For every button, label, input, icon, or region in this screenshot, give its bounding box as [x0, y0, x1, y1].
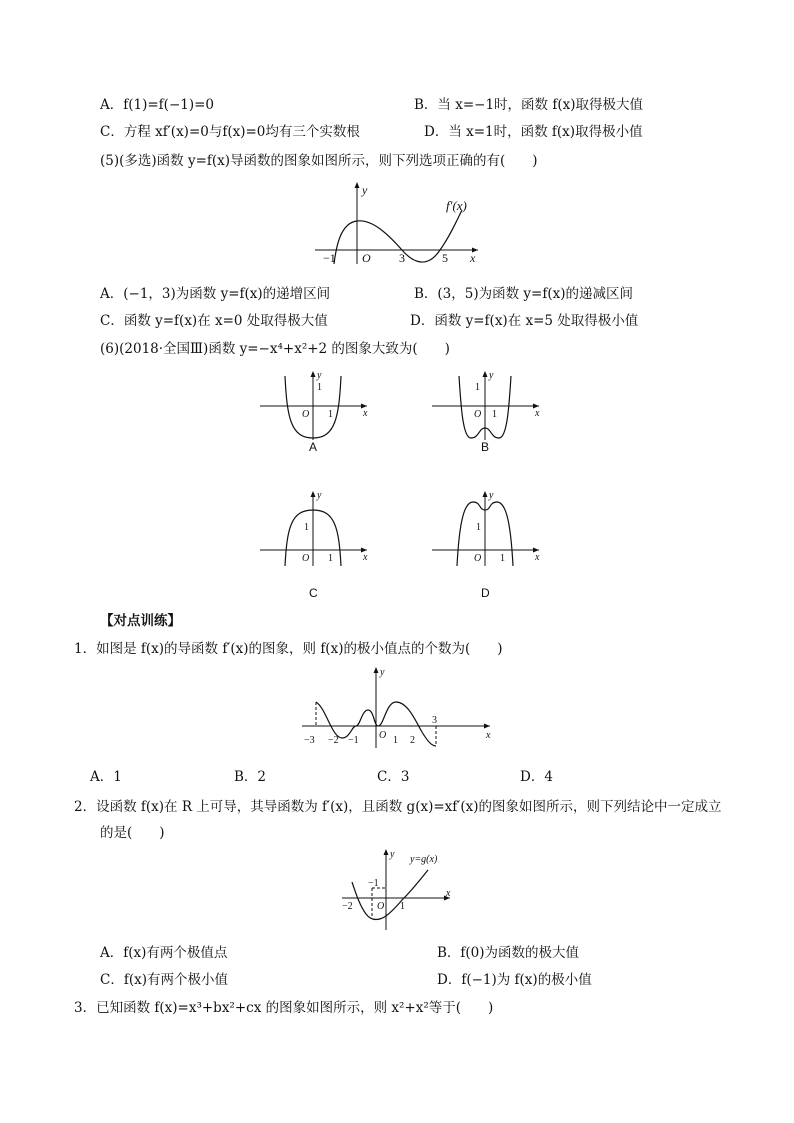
q6-graph-b [427, 368, 547, 443]
svg-text:O: O [379, 730, 387, 741]
curve-label: f′(x) [446, 198, 467, 213]
svg-text:y: y [317, 370, 322, 381]
p3-stem: 3．已知函数 f(x)=x³+bx²+cx 的图象如图所示，则 x²+x²等于( ) [74, 1000, 494, 1016]
svg-text:x: x [363, 552, 368, 563]
svg-text:1: 1 [317, 382, 322, 393]
p2-option-d: D．f(−1)为 f(x)的极小值 [437, 972, 592, 988]
svg-text:y: y [380, 667, 385, 678]
svg-text:x: x [446, 888, 451, 899]
p1-option-d: D．4 [520, 769, 553, 785]
x-axis-label: x [470, 251, 476, 265]
q6-graph-a [255, 368, 375, 443]
svg-text:y: y [390, 849, 395, 860]
q5-option-b: B．(3，5)为函数 y=f(x)的递减区间 [414, 286, 634, 302]
p2-stem-line2: 的是( ) [100, 825, 165, 841]
svg-text:2: 2 [410, 735, 415, 746]
svg-text:O: O [302, 409, 310, 420]
q5-option-d: D．函数 y=f(x)在 x=5 处取得极小值 [410, 313, 639, 329]
svg-text:O: O [474, 409, 482, 420]
q6-graph-d [427, 488, 547, 568]
q6-label-c: C [309, 586, 318, 600]
svg-text:−3: −3 [304, 735, 315, 746]
q6-label-d: D [481, 586, 490, 600]
tick-neg1: −1 [323, 251, 336, 265]
svg-text:x: x [363, 408, 368, 419]
svg-text:O: O [377, 901, 385, 912]
p1-option-a: A．1 [90, 769, 122, 785]
svg-text:x: x [535, 408, 540, 419]
p1-derivative-graph [298, 664, 498, 750]
q4-option-c: C．方程 xf′(x)=0与f(x)=0均有三个实数根 [100, 124, 360, 140]
svg-text:y: y [489, 370, 494, 381]
q5-option-a: A．(−1，3)为函数 y=f(x)的递增区间 [100, 286, 331, 302]
tick-3: 3 [399, 251, 405, 265]
origin-label: O [362, 251, 371, 265]
svg-text:y: y [489, 490, 494, 501]
section-title: 【对点训练】 [100, 613, 181, 629]
p1-stem: 1．如图是 f(x)的导函数 f′(x)的图象，则 f(x)的极小值点的个数为( ) [74, 641, 503, 657]
y-arrow-icon [355, 182, 360, 188]
p2-g-graph [338, 846, 458, 932]
svg-text:3: 3 [432, 715, 437, 726]
p1-option-b: B．2 [234, 769, 267, 785]
svg-text:1: 1 [328, 553, 333, 564]
svg-text:1: 1 [500, 553, 505, 564]
q5-derivative-graph [310, 178, 485, 268]
svg-text:x: x [486, 730, 491, 741]
svg-text:O: O [302, 553, 310, 564]
svg-text:−2: −2 [328, 735, 339, 746]
q5-stem: (5)(多选)函数 y=f(x)导函数的图象如图所示，则下列选项正确的有( ) [100, 153, 538, 169]
q6-label-b: B [481, 440, 490, 454]
svg-text:x: x [535, 552, 540, 563]
svg-text:y: y [317, 490, 322, 501]
q6-label-a: A [309, 440, 318, 454]
q4-option-a: A．f(1)=f(−1)=0 [100, 97, 215, 113]
svg-text:1: 1 [393, 735, 398, 746]
p2-option-c: C．f(x)有两个极小值 [100, 972, 228, 988]
svg-text:−2: −2 [342, 901, 353, 912]
q6-graph-c [255, 488, 375, 568]
q5-option-c: C．函数 y=f(x)在 x=0 处取得极大值 [100, 313, 328, 329]
svg-text:1: 1 [476, 522, 481, 533]
p2-option-a: A．f(x)有两个极值点 [100, 945, 228, 961]
y-axis-label: y [362, 183, 368, 197]
svg-text:−1: −1 [368, 878, 379, 889]
q6-stem: (6)(2018·全国Ⅲ)函数 y=−x⁴+x²+2 的图象大致为( ) [100, 341, 450, 357]
tick-5: 5 [442, 251, 448, 265]
svg-text:1: 1 [328, 409, 333, 420]
svg-text:1: 1 [304, 522, 309, 533]
q4-option-d: D．当 x=1时，函数 f(x)取得极小值 [424, 124, 643, 140]
svg-text:O: O [474, 553, 482, 564]
svg-text:−1: −1 [348, 735, 359, 746]
p2-option-b: B．f(0)为函数的极大值 [437, 945, 580, 961]
svg-text:1: 1 [400, 901, 405, 912]
q4-option-b: B．当 x=−1时，函数 f(x)取得极大值 [414, 97, 643, 113]
p1-option-c: C．3 [377, 769, 410, 785]
svg-text:y=g(x): y=g(x) [410, 854, 438, 865]
svg-text:1: 1 [492, 409, 497, 420]
p2-stem-line1: 2．设函数 f(x)在 R 上可导，其导函数为 f′(x)，且函数 g(x)=xf′(x)的图象如图所示，则下列结论中一定成立 [74, 799, 722, 815]
svg-text:1: 1 [475, 382, 480, 393]
